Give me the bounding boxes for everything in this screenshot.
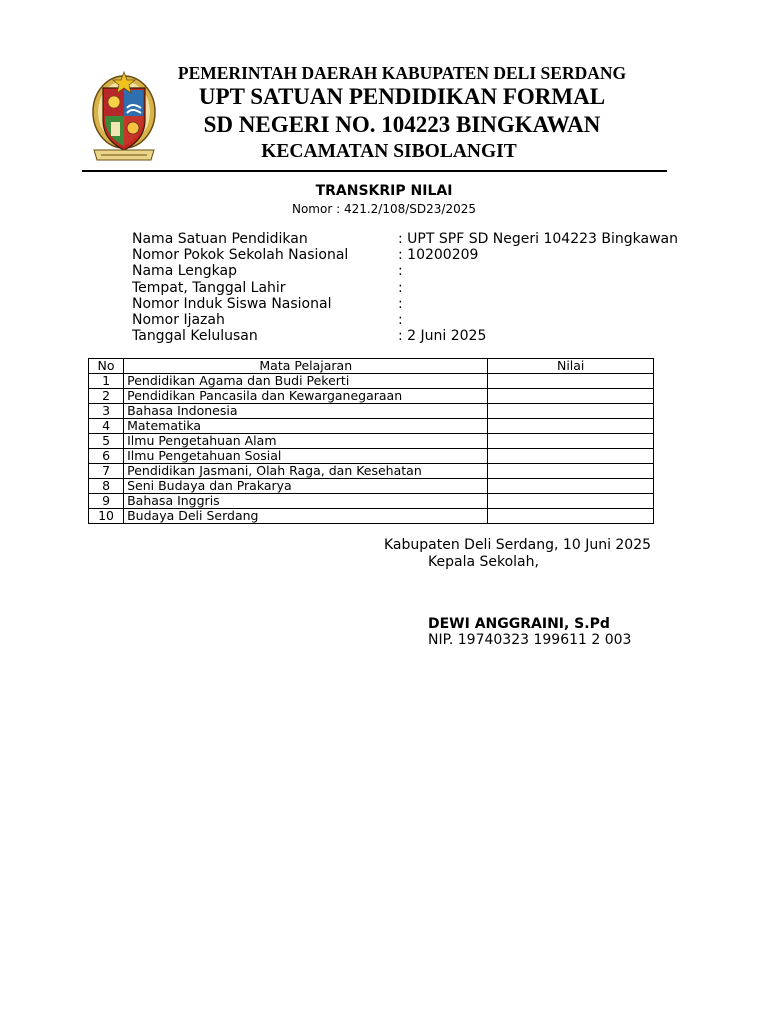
- subject-cell: Pendidikan Agama dan Budi Pekerti: [124, 374, 488, 389]
- table-row: [89, 494, 654, 509]
- info-label: Tanggal Kelulusan: [132, 328, 258, 345]
- subject-cell: Bahasa Indonesia: [124, 404, 488, 419]
- subject-cell: Pendidikan Jasmani, Olah Raga, dan Kesehatan: [124, 464, 488, 479]
- letterhead-government: PEMERINTAH DAERAH KABUPATEN DELI SERDANG: [177, 63, 627, 83]
- row-number: 3: [89, 404, 124, 419]
- grade-cell[interactable]: [488, 494, 654, 509]
- grades-table: [88, 358, 654, 524]
- info-row: [132, 280, 678, 296]
- info-label: Tempat, Tanggal Lahir: [132, 279, 286, 296]
- table-row: [89, 449, 654, 464]
- table-row: [89, 404, 654, 419]
- info-value: :: [398, 295, 403, 312]
- row-number: 7: [89, 464, 124, 479]
- row-number: 2: [89, 389, 124, 404]
- info-row: [132, 247, 678, 263]
- student-info-block: [132, 231, 678, 344]
- table-row: [89, 419, 654, 434]
- grade-cell[interactable]: [488, 464, 654, 479]
- table-row: [89, 464, 654, 479]
- subject-cell: Seni Budaya dan Prakarya: [124, 479, 488, 494]
- letterhead-divider: [82, 170, 667, 172]
- info-value: :: [398, 311, 403, 328]
- document-title: TRANSKRIP NILAI: [315, 183, 453, 199]
- grade-cell[interactable]: [488, 449, 654, 464]
- info-value: : 10200209: [398, 247, 479, 264]
- column-header-grade: Nilai: [488, 359, 654, 374]
- info-value: :: [398, 279, 403, 296]
- table-row: [89, 389, 654, 404]
- info-label: Nomor Induk Siswa Nasional: [132, 295, 332, 312]
- row-number: 10: [89, 509, 124, 524]
- row-number: 9: [89, 494, 124, 509]
- column-header-no: No: [89, 359, 124, 374]
- row-number: 1: [89, 374, 124, 389]
- info-label: Nomor Pokok Sekolah Nasional: [132, 247, 349, 264]
- info-label: Nama Satuan Pendidikan: [132, 231, 308, 247]
- subject-cell: Bahasa Inggris: [124, 494, 488, 509]
- grade-cell[interactable]: [488, 374, 654, 389]
- grade-cell[interactable]: [488, 389, 654, 404]
- table-row: [89, 509, 654, 524]
- row-number: 8: [89, 479, 124, 494]
- signature-place-date: Kabupaten Deli Serdang, 10 Juni 2025: [384, 537, 652, 553]
- column-header-subject: Mata Pelajaran: [124, 359, 488, 374]
- grade-cell[interactable]: [488, 419, 654, 434]
- info-value: : 2 Juni 2025: [398, 328, 487, 345]
- row-number: 5: [89, 434, 124, 449]
- principal-name: DEWI ANGGRAINI, S.Pd: [428, 616, 610, 632]
- info-label: Nama Lengkap: [132, 263, 237, 280]
- letterhead-unit: UPT SATUAN PENDIDIKAN FORMAL: [198, 84, 606, 109]
- row-number: 6: [89, 449, 124, 464]
- row-number: 4: [89, 419, 124, 434]
- signature-role: Kepala Sekolah,: [428, 554, 539, 570]
- letterhead-district: KECAMATAN SIBOLANGIT: [261, 141, 517, 162]
- table-header-row: [89, 359, 654, 374]
- document-number: Nomor : 421.2/108/SD23/2025: [291, 202, 476, 216]
- info-row: [132, 328, 678, 344]
- info-row: [132, 312, 678, 328]
- info-row: [132, 263, 678, 279]
- subject-cell: Matematika: [124, 419, 488, 434]
- info-row: [132, 231, 678, 247]
- subject-cell: Pendidikan Pancasila dan Kewarganegaraan: [124, 389, 488, 404]
- info-label: Nomor Ijazah: [132, 311, 225, 328]
- table-row: [89, 479, 654, 494]
- table-row: [89, 374, 654, 389]
- grade-cell[interactable]: [488, 404, 654, 419]
- principal-nip: NIP. 19740323 199611 2 003: [428, 632, 632, 648]
- grade-cell[interactable]: [488, 434, 654, 449]
- subject-cell: Budaya Deli Serdang: [124, 509, 488, 524]
- subject-cell: Ilmu Pengetahuan Alam: [124, 434, 488, 449]
- letterhead-school: SD NEGERI NO. 104223 BINGKAWAN: [203, 112, 601, 137]
- info-value: :: [398, 263, 403, 280]
- table-row: [89, 434, 654, 449]
- info-value: : UPT SPF SD Negeri 104223 Bingkawan: [398, 231, 678, 247]
- subject-cell: Ilmu Pengetahuan Sosial: [124, 449, 488, 464]
- grade-cell[interactable]: [488, 509, 654, 524]
- info-row: [132, 296, 678, 312]
- grade-cell[interactable]: [488, 479, 654, 494]
